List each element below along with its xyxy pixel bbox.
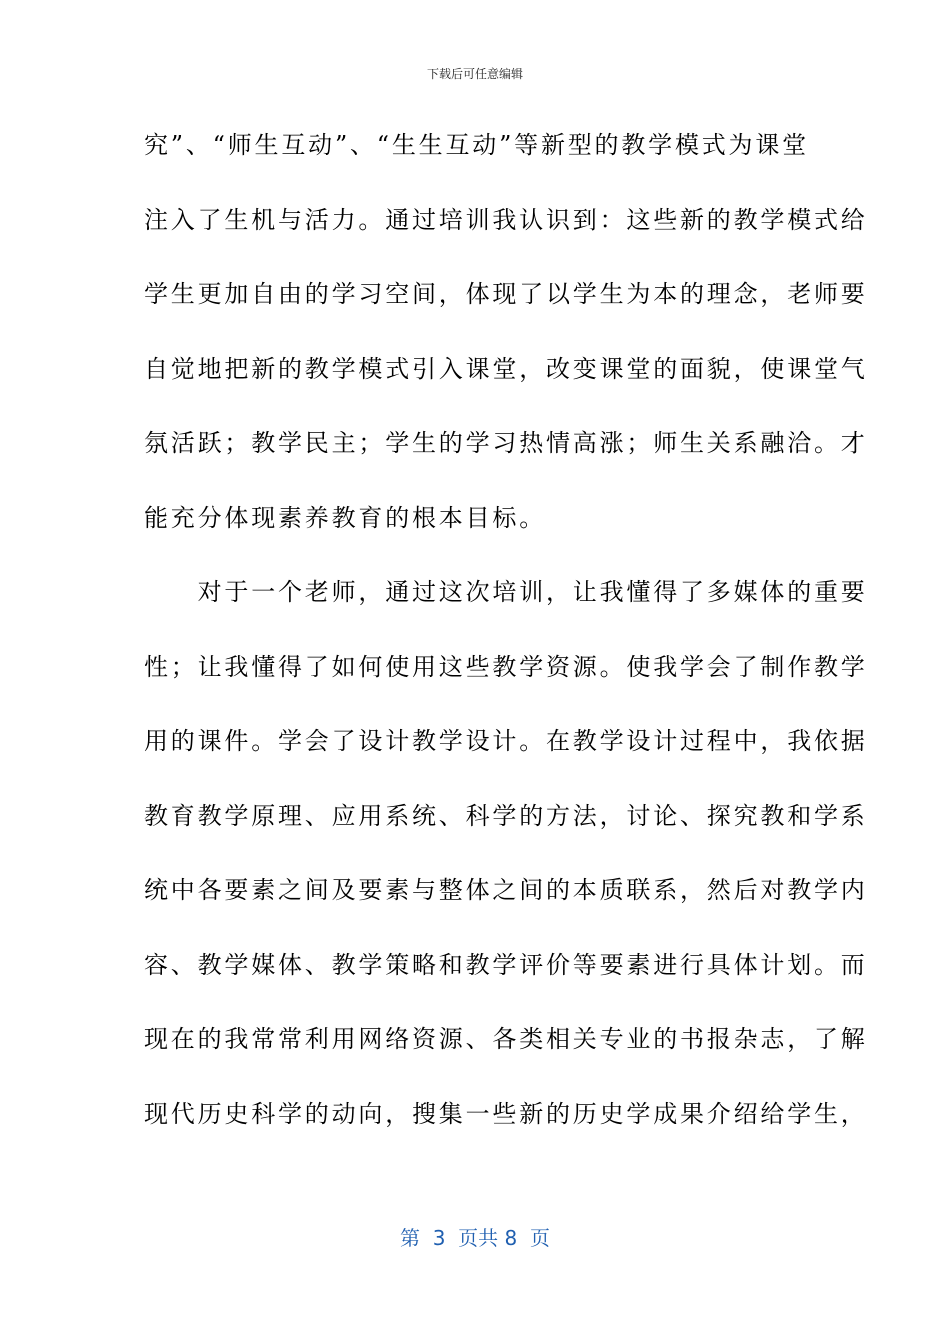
text-line: 究”、“师生互动”、“生生互动”等新型的教学模式为课堂 [144, 131, 809, 159]
page-number-footer: 第 3 页共 8 页 [400, 1226, 550, 1250]
text-line: 教育教学原理、应用系统、科学的方法，讨论、探究教和学系 [144, 801, 868, 830]
text-line: 氛活跃；教学民主；学生的学习热情高涨；师生关系融洽。才 [144, 429, 868, 457]
page-header: 下载后可任意编辑 [426, 67, 523, 81]
text-line: 对于一个老师，通过这次培训，让我懂得了多媒体的重要 [144, 578, 868, 606]
document-body [144, 108, 868, 1151]
text-line: 注入了生机与活力。通过培训我认识到：这些新的教学模式给 [144, 205, 868, 234]
text-line: 现代历史科学的动向，搜集一些新的历史学成果介绍给学生， [144, 1099, 868, 1128]
text-line: 容、教学媒体、教学策略和教学评价等要素进行具体计划。而 [144, 950, 868, 979]
text-line: 用的课件。学会了设计教学设计。在教学设计过程中，我依据 [144, 727, 868, 755]
text-line: 自觉地把新的教学模式引入课堂，改变课堂的面貌，使课堂气 [144, 354, 868, 383]
text-line: 现在的我常常利用网络资源、各类相关专业的书报杂志，了解 [144, 1025, 868, 1053]
text-line: 学生更加自由的学习空间，体现了以学生为本的理念，老师要 [144, 280, 868, 308]
text-line: 能充分体现素养教育的根本目标。 [144, 503, 546, 532]
text-line: 性；让我懂得了如何使用这些教学资源。使我学会了制作教学 [144, 652, 868, 681]
text-line: 统中各要素之间及要素与整体之间的本质联系，然后对教学内 [144, 876, 868, 904]
